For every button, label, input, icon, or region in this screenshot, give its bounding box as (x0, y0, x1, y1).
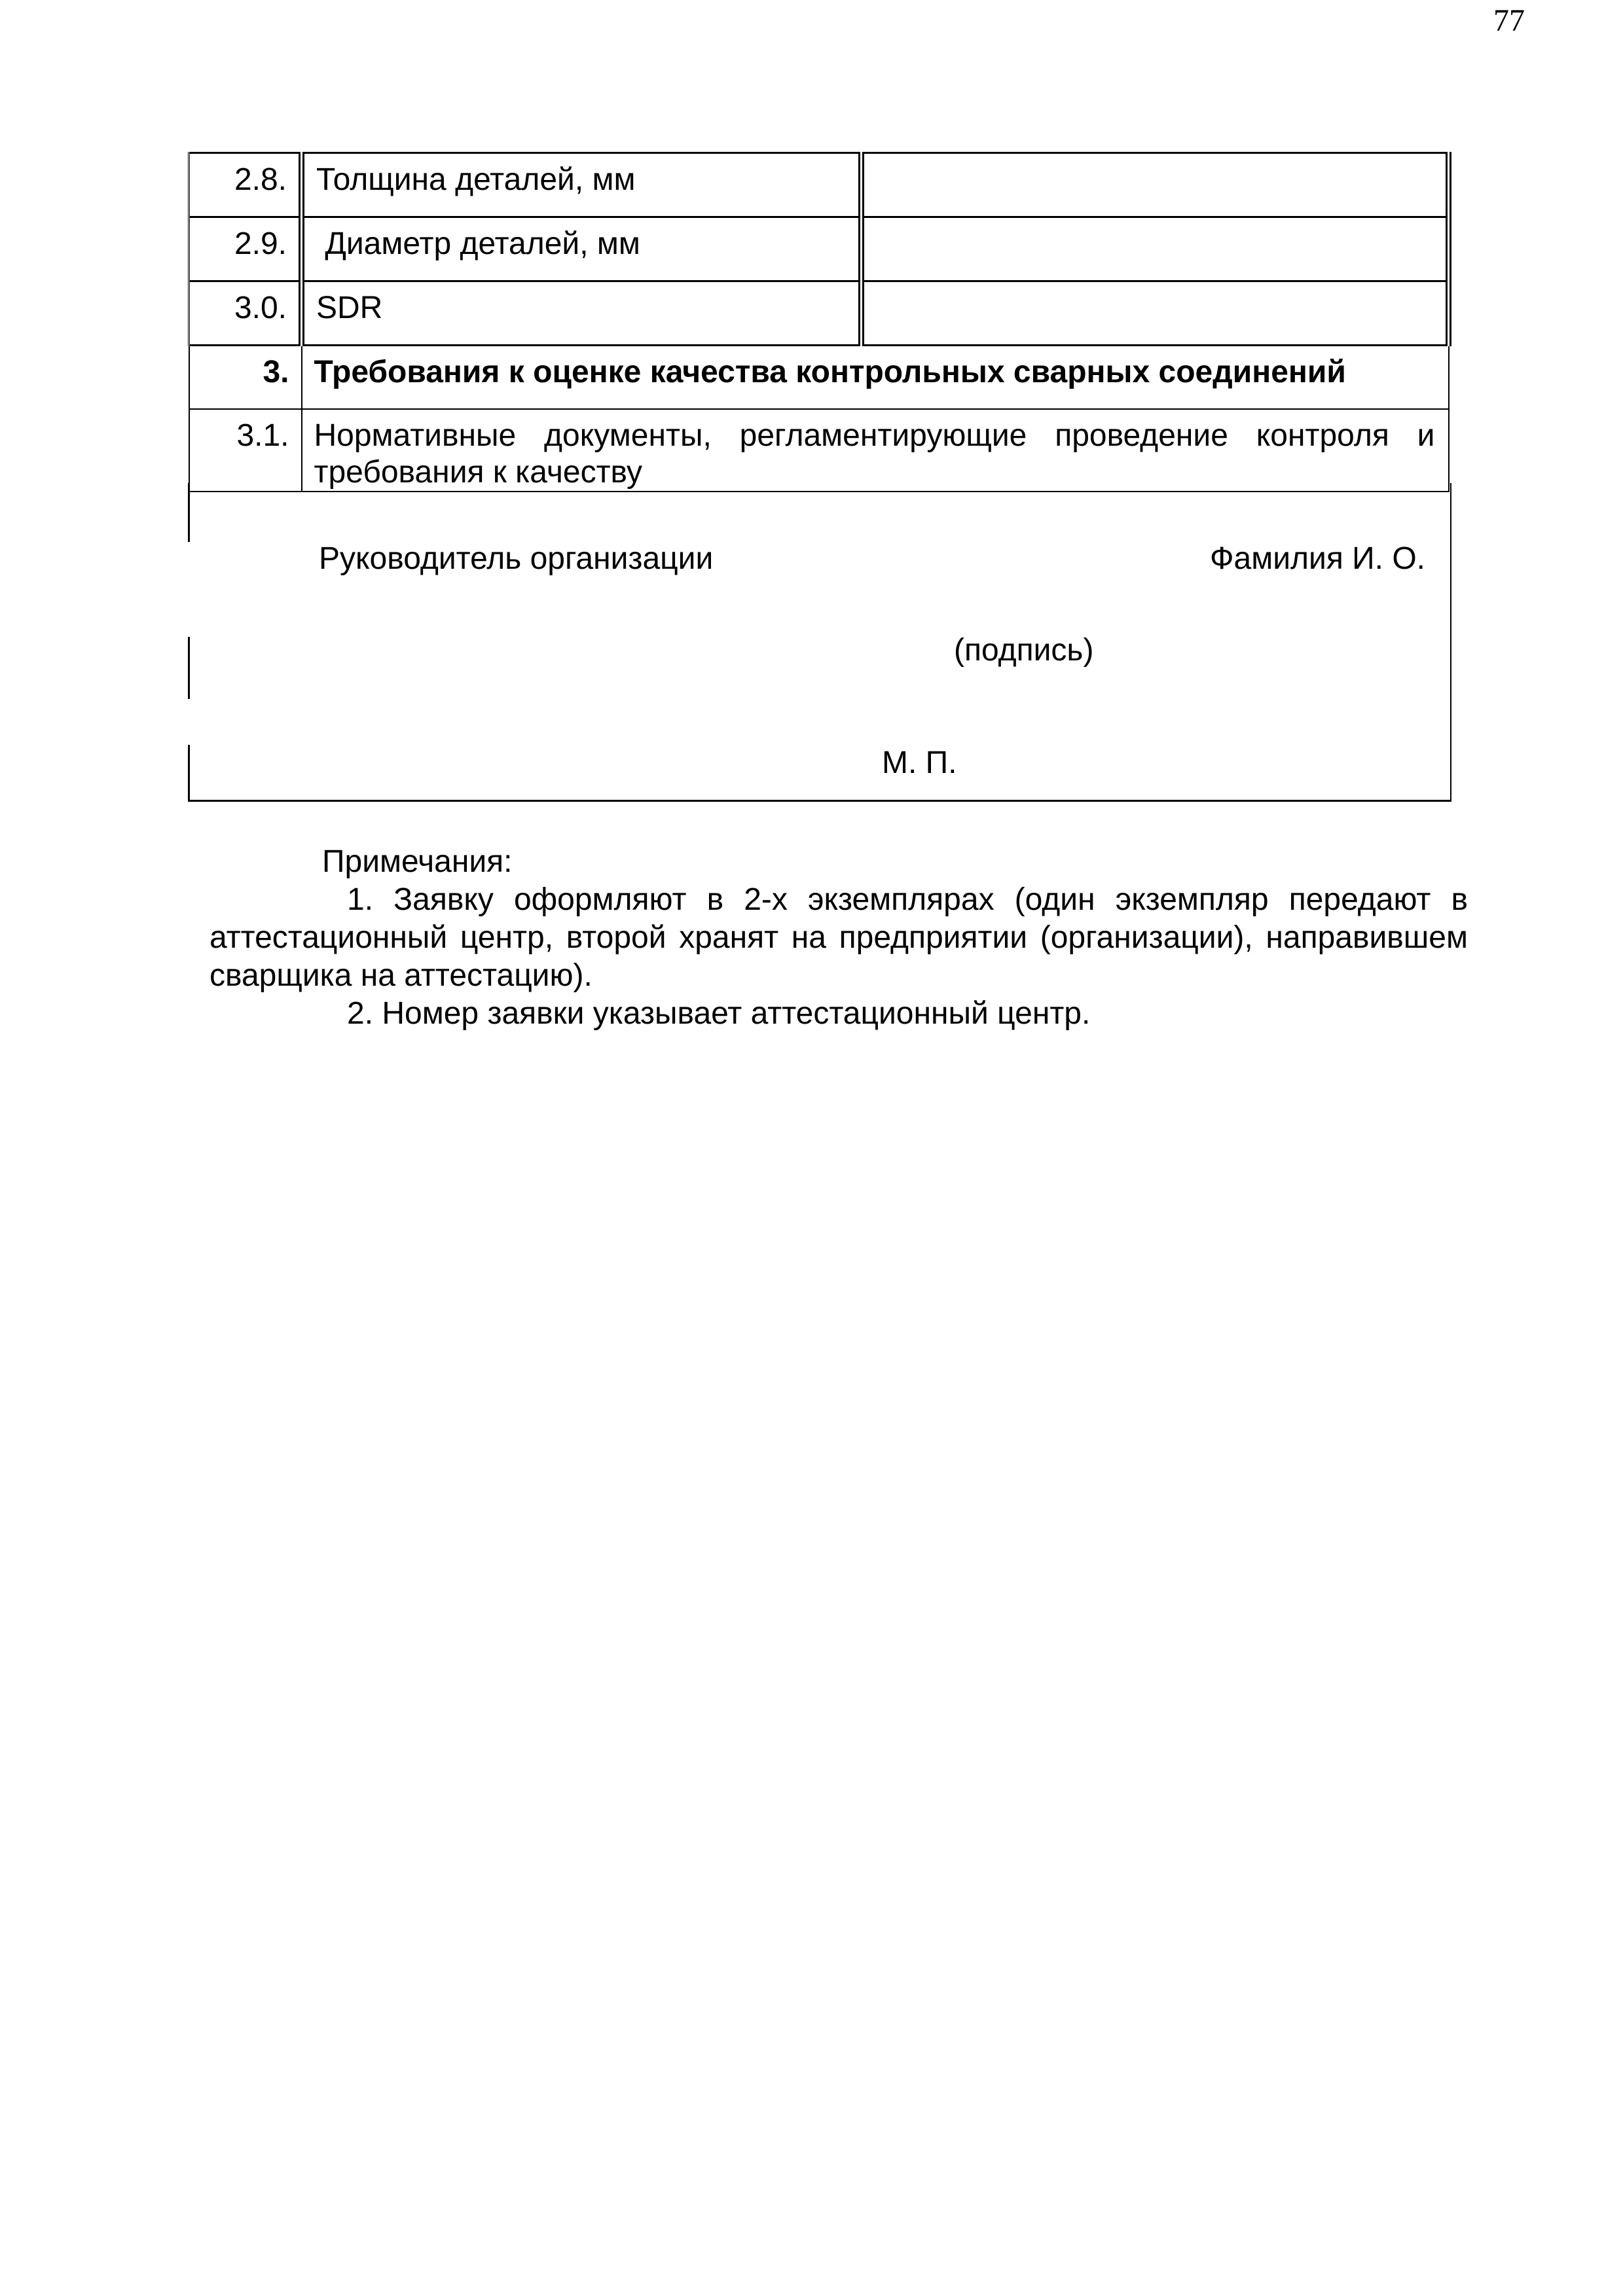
signer-name: Фамилия И. О. (1210, 541, 1425, 576)
table-row (189, 281, 1449, 346)
row-number: 2.9. (189, 217, 302, 281)
section-number: 3. (189, 346, 302, 410)
note-item: 2. Номер заявки указывает аттестационный центр. (347, 996, 1091, 1031)
row-label: Диаметр деталей, мм (302, 217, 862, 281)
section-header-row (189, 346, 1449, 410)
border-mark (188, 637, 190, 699)
signature-block (188, 483, 1451, 802)
application-form-table (188, 152, 1451, 492)
table-row (189, 409, 1449, 492)
signature-caption: (подпись) (954, 633, 1094, 668)
row-value-field[interactable] (862, 153, 1449, 217)
table-row (189, 217, 1449, 281)
row-number: 3.0. (189, 281, 302, 346)
row-label: Нормативные документы, регламентирующие проведение контроля и требования к качеству (302, 409, 1449, 492)
signer-position: Руководитель организации (319, 541, 714, 576)
row-label: SDR (302, 281, 862, 346)
section-title: Требования к оценке качества контрольных сварных соединений (302, 346, 1449, 410)
row-value-field[interactable] (862, 217, 1449, 281)
row-label: Толщина деталей, мм (302, 153, 862, 217)
row-value-field[interactable] (862, 281, 1449, 346)
table-row (189, 153, 1449, 217)
stamp-place: М. П. (882, 745, 957, 780)
row-number: 2.8. (189, 153, 302, 217)
notes-section (210, 843, 1468, 1033)
border-mark (188, 483, 190, 542)
note-item: 1. Заявку оформляют в 2-х экземплярах (один экземпляр передают в аттестационный центр, второй хранят на предприятии (организации), направившем сварщика на аттестацию). (210, 882, 1468, 993)
border-mark (188, 745, 190, 802)
row-number: 3.1. (189, 409, 302, 492)
notes-title: Примечания: (322, 844, 513, 879)
page-number: 77 (1493, 3, 1525, 38)
